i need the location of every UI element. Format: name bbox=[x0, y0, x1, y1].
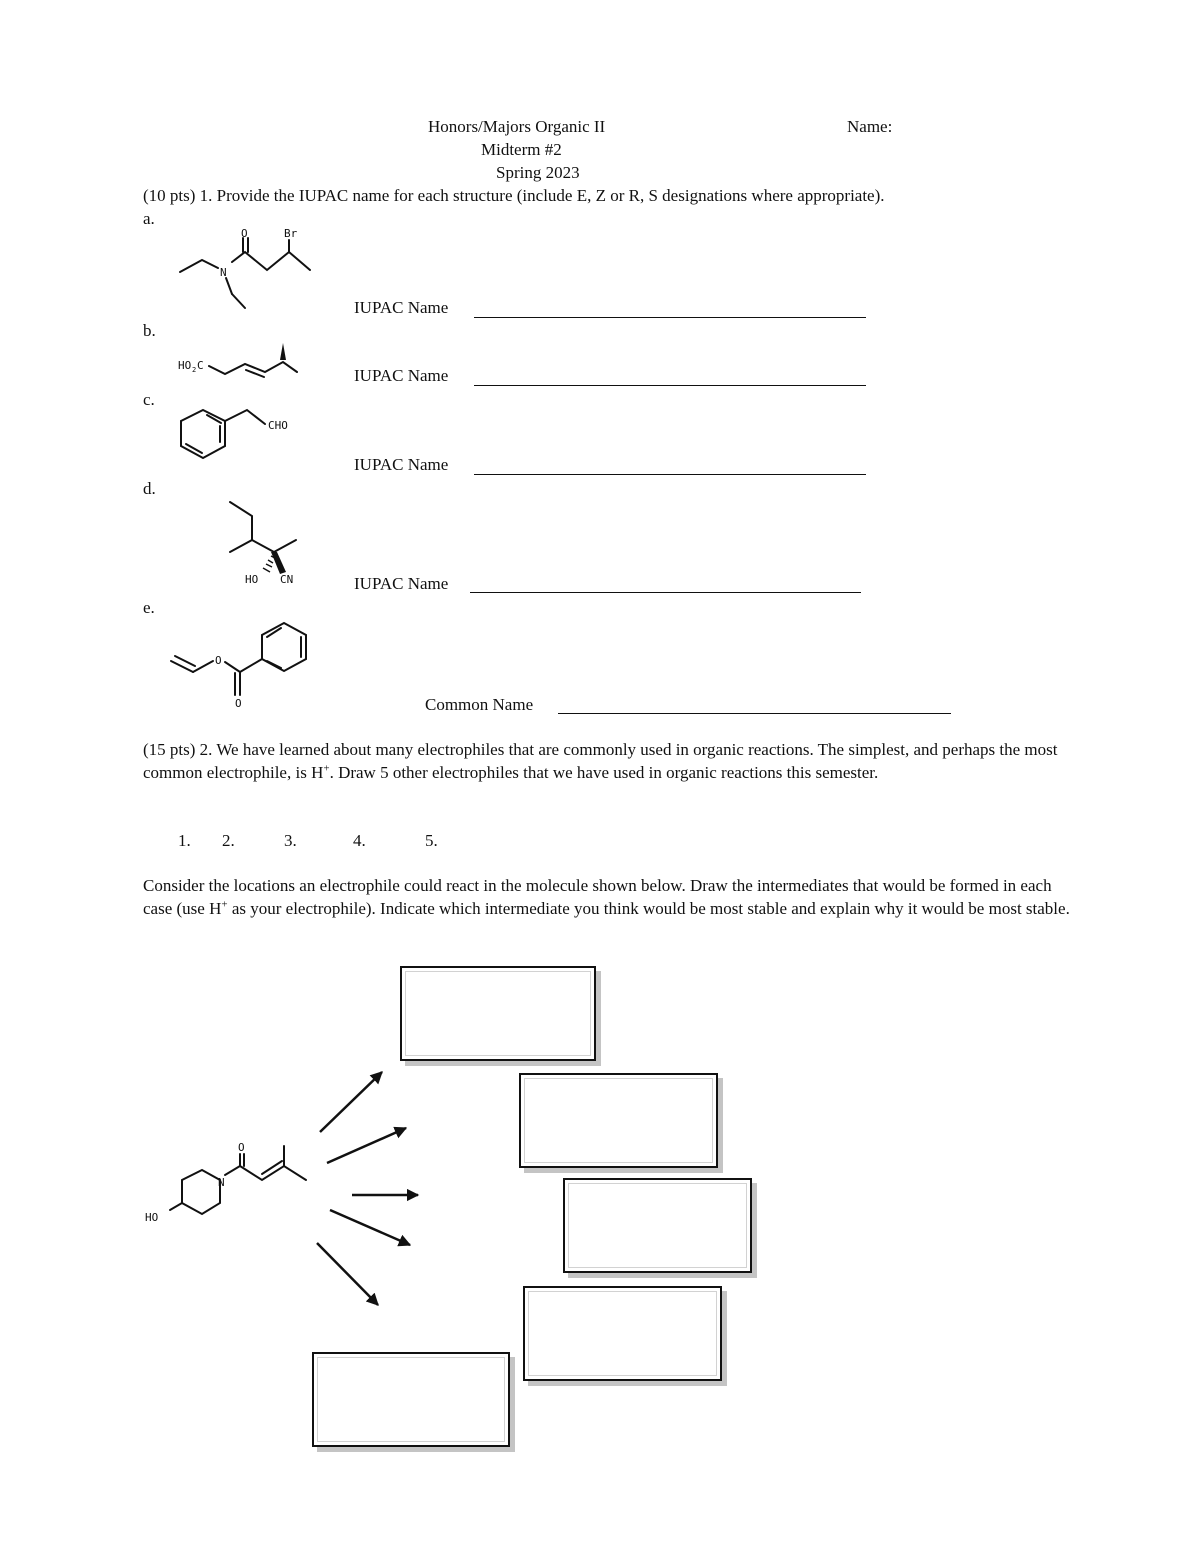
q1-item-c-letter: c. bbox=[143, 390, 155, 409]
q1-item-b-letter: b. bbox=[143, 321, 156, 340]
q1-item-b-label: IUPAC Name bbox=[354, 366, 449, 385]
answer-line-c[interactable] bbox=[474, 474, 866, 475]
scheme-diagram bbox=[140, 1060, 440, 1320]
course-title: Honors/Majors Organic II bbox=[428, 117, 606, 136]
q1-item-e-label: Common Name bbox=[425, 695, 534, 714]
answer-line-d[interactable] bbox=[470, 592, 861, 593]
q1-item-c-label: IUPAC Name bbox=[354, 455, 449, 474]
atom-e-ester-oxygen: O bbox=[215, 654, 222, 667]
q2-prompt: (15 pts) 2. We have learned about many electrophiles that are commonly used in organic reactions. The simplest, and perhaps the most common electrophile, is H+. Draw 5 other electrophiles that we have used in organic reactions this semester. bbox=[143, 740, 1058, 782]
molecule-hydroxyl: HO bbox=[145, 1211, 159, 1224]
atom-b-hooc: HO bbox=[178, 359, 192, 372]
q1-item-d-label: IUPAC Name bbox=[354, 574, 449, 593]
svg-text:2: 2 bbox=[192, 366, 197, 374]
q1-item-a-label: IUPAC Name bbox=[354, 298, 449, 317]
electrophile-number-5: 5. bbox=[425, 831, 438, 850]
intermediate-box-3[interactable] bbox=[563, 1178, 752, 1273]
q1-prompt: (10 pts) 1. Provide the IUPAC name for each structure (include E, Z or R, S designations where appropriate). bbox=[143, 186, 885, 205]
atom-e-carbonyl-oxygen: O bbox=[235, 697, 242, 710]
atom-a-nitrogen: N bbox=[220, 266, 227, 279]
electrophile-number-4: 4. bbox=[353, 831, 366, 850]
q1-item-e-letter: e. bbox=[143, 598, 155, 617]
q1-item-d-letter: d. bbox=[143, 479, 156, 498]
group-d-hydroxyl: HO bbox=[245, 573, 259, 586]
intermediate-box-1[interactable] bbox=[400, 966, 596, 1061]
atom-a-bromine: Br bbox=[284, 227, 298, 240]
answer-line-b[interactable] bbox=[474, 385, 866, 386]
electrophile-number-1: 1. bbox=[178, 831, 191, 850]
atom-a-oxygen: O bbox=[241, 227, 248, 240]
answer-line-e[interactable] bbox=[558, 713, 951, 714]
q1-item-a-letter: a. bbox=[143, 209, 155, 228]
consider-prompt: Consider the locations an electrophile could react in the molecule shown below. Draw the intermediates that would be formed in each case (use H+ as your electrophile). Indicate which intermediate you think would be most stable and explain why it would be most stable. bbox=[143, 876, 1070, 918]
electrophile-number-2: 2. bbox=[222, 831, 235, 850]
exam-term: Spring 2023 bbox=[496, 163, 580, 182]
structure-b bbox=[175, 338, 310, 383]
intermediate-box-5[interactable] bbox=[312, 1352, 510, 1447]
molecule-oxygen: O bbox=[238, 1141, 245, 1154]
group-c-cho: CHO bbox=[268, 419, 288, 432]
structure-a bbox=[170, 222, 330, 317]
structure-e bbox=[165, 617, 325, 712]
molecule-nitrogen: N bbox=[218, 1176, 225, 1189]
group-d-nitrile: CN bbox=[280, 573, 294, 586]
intermediate-box-2[interactable] bbox=[519, 1073, 718, 1168]
electrophile-number-3: 3. bbox=[284, 831, 297, 850]
name-label: Name: bbox=[847, 117, 893, 136]
exam-title: Midterm #2 bbox=[481, 140, 562, 159]
structure-d bbox=[220, 494, 320, 589]
answer-line-a[interactable] bbox=[474, 317, 866, 318]
svg-text:C: C bbox=[197, 359, 204, 372]
intermediate-box-4[interactable] bbox=[523, 1286, 722, 1381]
structure-c bbox=[172, 400, 312, 470]
